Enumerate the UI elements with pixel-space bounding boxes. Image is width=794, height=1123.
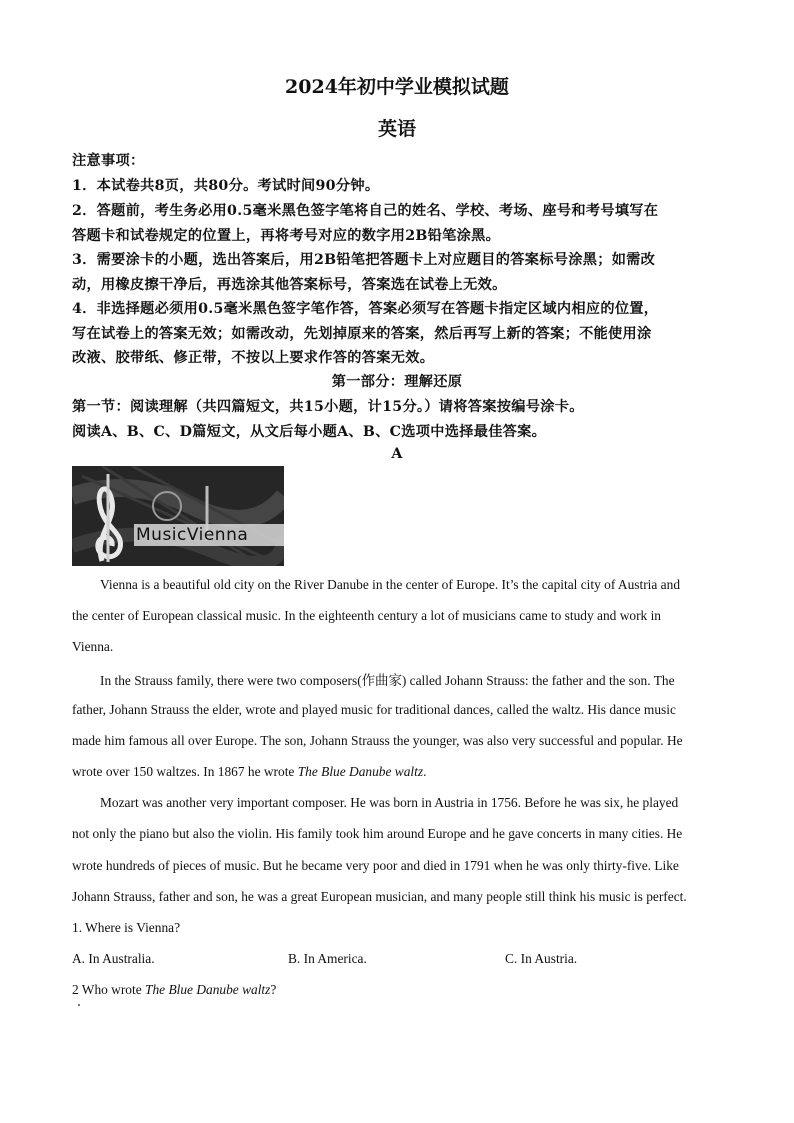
- passage-line: made him famous all over Europe. The son, Johann Strauss the younger, was also very successful and popular. He: [72, 733, 683, 748]
- notes-line: 2．答题前，考生务必用0.5毫米黑色签字笔将自己的姓名、学校、考场、座号和考号填写在: [72, 203, 659, 219]
- passage-line: the center of European classical music. In the eighteenth century a lot of musicians came to study and work in: [72, 608, 661, 623]
- notes-line: 答题卡和试卷规定的位置上，再将考号对应的数字用2B铅笔涂黑。: [72, 228, 501, 244]
- part1-title: 第一部分：理解还原: [331, 374, 463, 390]
- notes-line: 1．本试卷共8页，共80分。考试时间90分钟。: [72, 178, 380, 194]
- reading-instruction: 阅读A、B、C、D篇短文，从文后每小题A、B、C选项中选择最佳答案。: [72, 424, 547, 440]
- question-1-option-a: A. In Australia.: [72, 951, 155, 966]
- passage-line: Vienna.: [72, 639, 114, 654]
- passage-line: wrote over 150 waltzes. In 1867 he wrote The Blue Danube waltz.: [72, 764, 427, 779]
- banner-logo-text: MusicVienna: [136, 525, 249, 545]
- exam-title: 2024年初中学业模拟试题: [285, 76, 509, 98]
- notes-line: 写在试卷上的答案无效；如需改动，先划掉原来的答案，然后再写上新的答案；不能使用涂: [72, 326, 652, 342]
- passage-line: not only the piano but also the violin. His family took him around Europe and he gave concerts in many cities. He: [72, 826, 683, 841]
- notes-heading: 注意事项：: [72, 153, 145, 169]
- notes-line: 3．需要涂卡的小题，选出答案后，用2B铅笔把答题卡上对应题目的答案标号涂黑；如需改: [72, 252, 656, 268]
- section1-heading: 第一节：阅读理解（共四篇短文，共15小题，计15分。）请将答案按编号涂卡。: [72, 399, 584, 415]
- passage-line: wrote hundreds of pieces of music. But he became very poor and died in 1791 when he was only thirty-five. Like: [72, 858, 679, 873]
- passage-line: Vienna is a beautiful old city on the River Danube in the center of Europe. It’s the capital city of Austria and: [100, 577, 681, 592]
- question-2-stem: 2 Who wrote The Blue Danube waltz?: [72, 982, 277, 997]
- passage-line: Mozart was another very important composer. He was born in Austria in 1756. Before he was six, he played: [100, 795, 679, 810]
- music-vienna-banner: [72, 466, 284, 566]
- notes-line: 4．非选择题必须用0.5毫米黑色签字笔作答，答案必须写在答题卡指定区域内相应的位置，: [72, 301, 659, 317]
- question-1-option-c: C. In Austria.: [505, 951, 578, 966]
- exam-subject: 英语: [377, 118, 416, 140]
- treble-clef-icon: [72, 466, 284, 566]
- passage-line: In the Strauss family, there were two composers(作曲家) called Johann Strauss: the father and the son. The: [100, 673, 675, 688]
- question-1-stem: 1. Where is Vienna?: [72, 920, 181, 935]
- question-1-option-b: B. In America.: [288, 951, 367, 966]
- scan-speck: [78, 1004, 80, 1006]
- passage-label: A: [391, 446, 403, 462]
- passage-line: father, Johann Strauss the elder, wrote and played music for traditional dances, called the waltz. His dance music: [72, 702, 676, 717]
- song-title: The Blue Danube waltz: [297, 764, 424, 779]
- passage-line: Johann Strauss, father and son, he was a great European musician, and many people still think his music is perfect.: [72, 889, 687, 904]
- notes-line: 改液、胶带纸、修正带，不按以上要求作答的答案无效。: [72, 350, 435, 366]
- notes-line: 动，用橡皮擦干净后，再选涂其他答案标号，答案选在试卷上无效。: [72, 277, 507, 293]
